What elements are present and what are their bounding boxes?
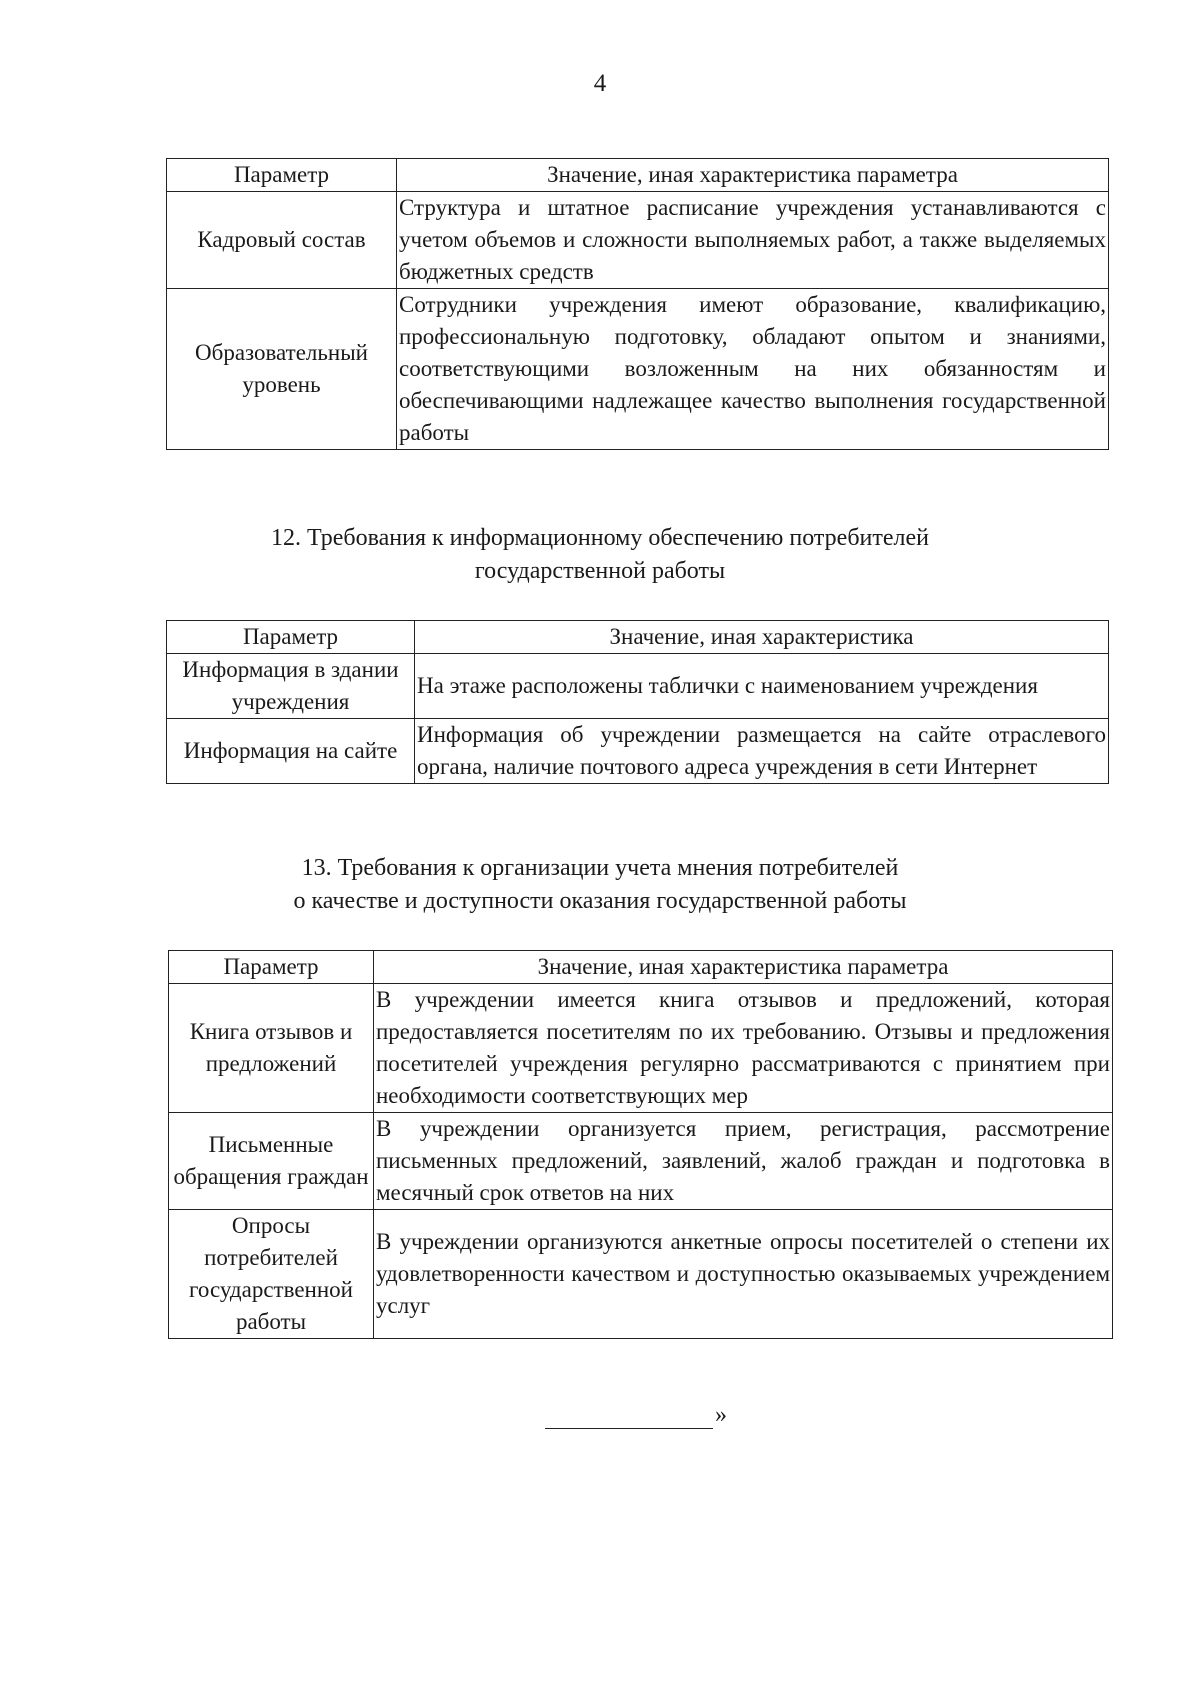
param-cell: Книга отзывов и предложений bbox=[169, 984, 374, 1113]
table-row bbox=[167, 289, 1109, 450]
value-cell: В учреждении имеется книга отзывов и предложений, которая предоставляется посетителям по их требованию. Отзывы и предложения посетителей учреждения регулярно рассматриваются с принятием при необходимости соответствующих мер bbox=[374, 984, 1113, 1113]
section-13-line2: о качестве и доступности оказания государственной работы bbox=[293, 888, 907, 914]
table-feedback bbox=[168, 950, 1113, 1339]
header-param: Параметр bbox=[167, 159, 397, 192]
header-param: Параметр bbox=[167, 621, 415, 654]
closing-quote: » bbox=[715, 1402, 727, 1428]
closing-line bbox=[545, 1406, 713, 1429]
value-cell: Информация об учреждении размещается на сайте отраслевого органа, наличие почтового адреса учреждения в сети Интернет bbox=[415, 719, 1109, 784]
table-header-row bbox=[169, 951, 1113, 984]
param-cell: Информация на сайте bbox=[167, 719, 415, 784]
value-cell: На этаже расположены таблички с наименованием учреждения bbox=[415, 654, 1109, 719]
param-cell: Письменные обращения граждан bbox=[169, 1113, 374, 1210]
section-12-heading bbox=[0, 522, 1200, 588]
header-value: Значение, иная характеристика bbox=[415, 621, 1109, 654]
header-param: Параметр bbox=[169, 951, 374, 984]
header-value: Значение, иная характеристика параметра bbox=[374, 951, 1113, 984]
value-cell: Сотрудники учреждения имеют образование, квалификацию, профессиональную подготовку, обладают опытом и знаниями, соответствующими возложенным на них обязанностям и обеспечивающими надлежащее качество выполнения государственной работы bbox=[397, 289, 1109, 450]
value-cell: В учреждении организуется прием, регистрация, рассмотрение письменных предложений, заявлений, жалоб граждан и подготовка в месячный срок ответов на них bbox=[374, 1113, 1113, 1210]
value-cell: Структура и штатное расписание учреждения устанавливаются с учетом объемов и сложности выполняемых работ, а также выделяемых бюджетных средств bbox=[397, 192, 1109, 289]
table-row bbox=[169, 1113, 1113, 1210]
section-13-heading bbox=[0, 852, 1200, 918]
param-cell: Образовательный уровень bbox=[167, 289, 397, 450]
table-header-row bbox=[167, 159, 1109, 192]
page-number: 4 bbox=[593, 70, 607, 97]
param-cell: Опросы потребителей государственной работы bbox=[169, 1210, 374, 1339]
table-row bbox=[169, 984, 1113, 1113]
table-header-row bbox=[167, 621, 1109, 654]
param-cell: Информация в здании учреждения bbox=[167, 654, 415, 719]
section-12-line2: государственной работы bbox=[474, 558, 726, 584]
header-value: Значение, иная характеристика параметра bbox=[397, 159, 1109, 192]
closing-mark bbox=[545, 1402, 727, 1429]
table-row bbox=[167, 719, 1109, 784]
section-13-line1: 13. Требования к организации учета мнения потребителей bbox=[301, 855, 899, 881]
section-12-line1: 12. Требования к информационному обеспечению потребителей bbox=[271, 525, 929, 551]
table-row bbox=[169, 1210, 1113, 1339]
param-cell: Кадровый состав bbox=[167, 192, 397, 289]
table-row bbox=[167, 654, 1109, 719]
value-cell: В учреждении организуются анкетные опросы посетителей о степени их удовлетворенности качеством и доступностью оказываемых учреждением услуг bbox=[374, 1210, 1113, 1339]
table-personnel bbox=[166, 158, 1109, 450]
table-row bbox=[167, 192, 1109, 289]
table-information bbox=[166, 620, 1109, 784]
